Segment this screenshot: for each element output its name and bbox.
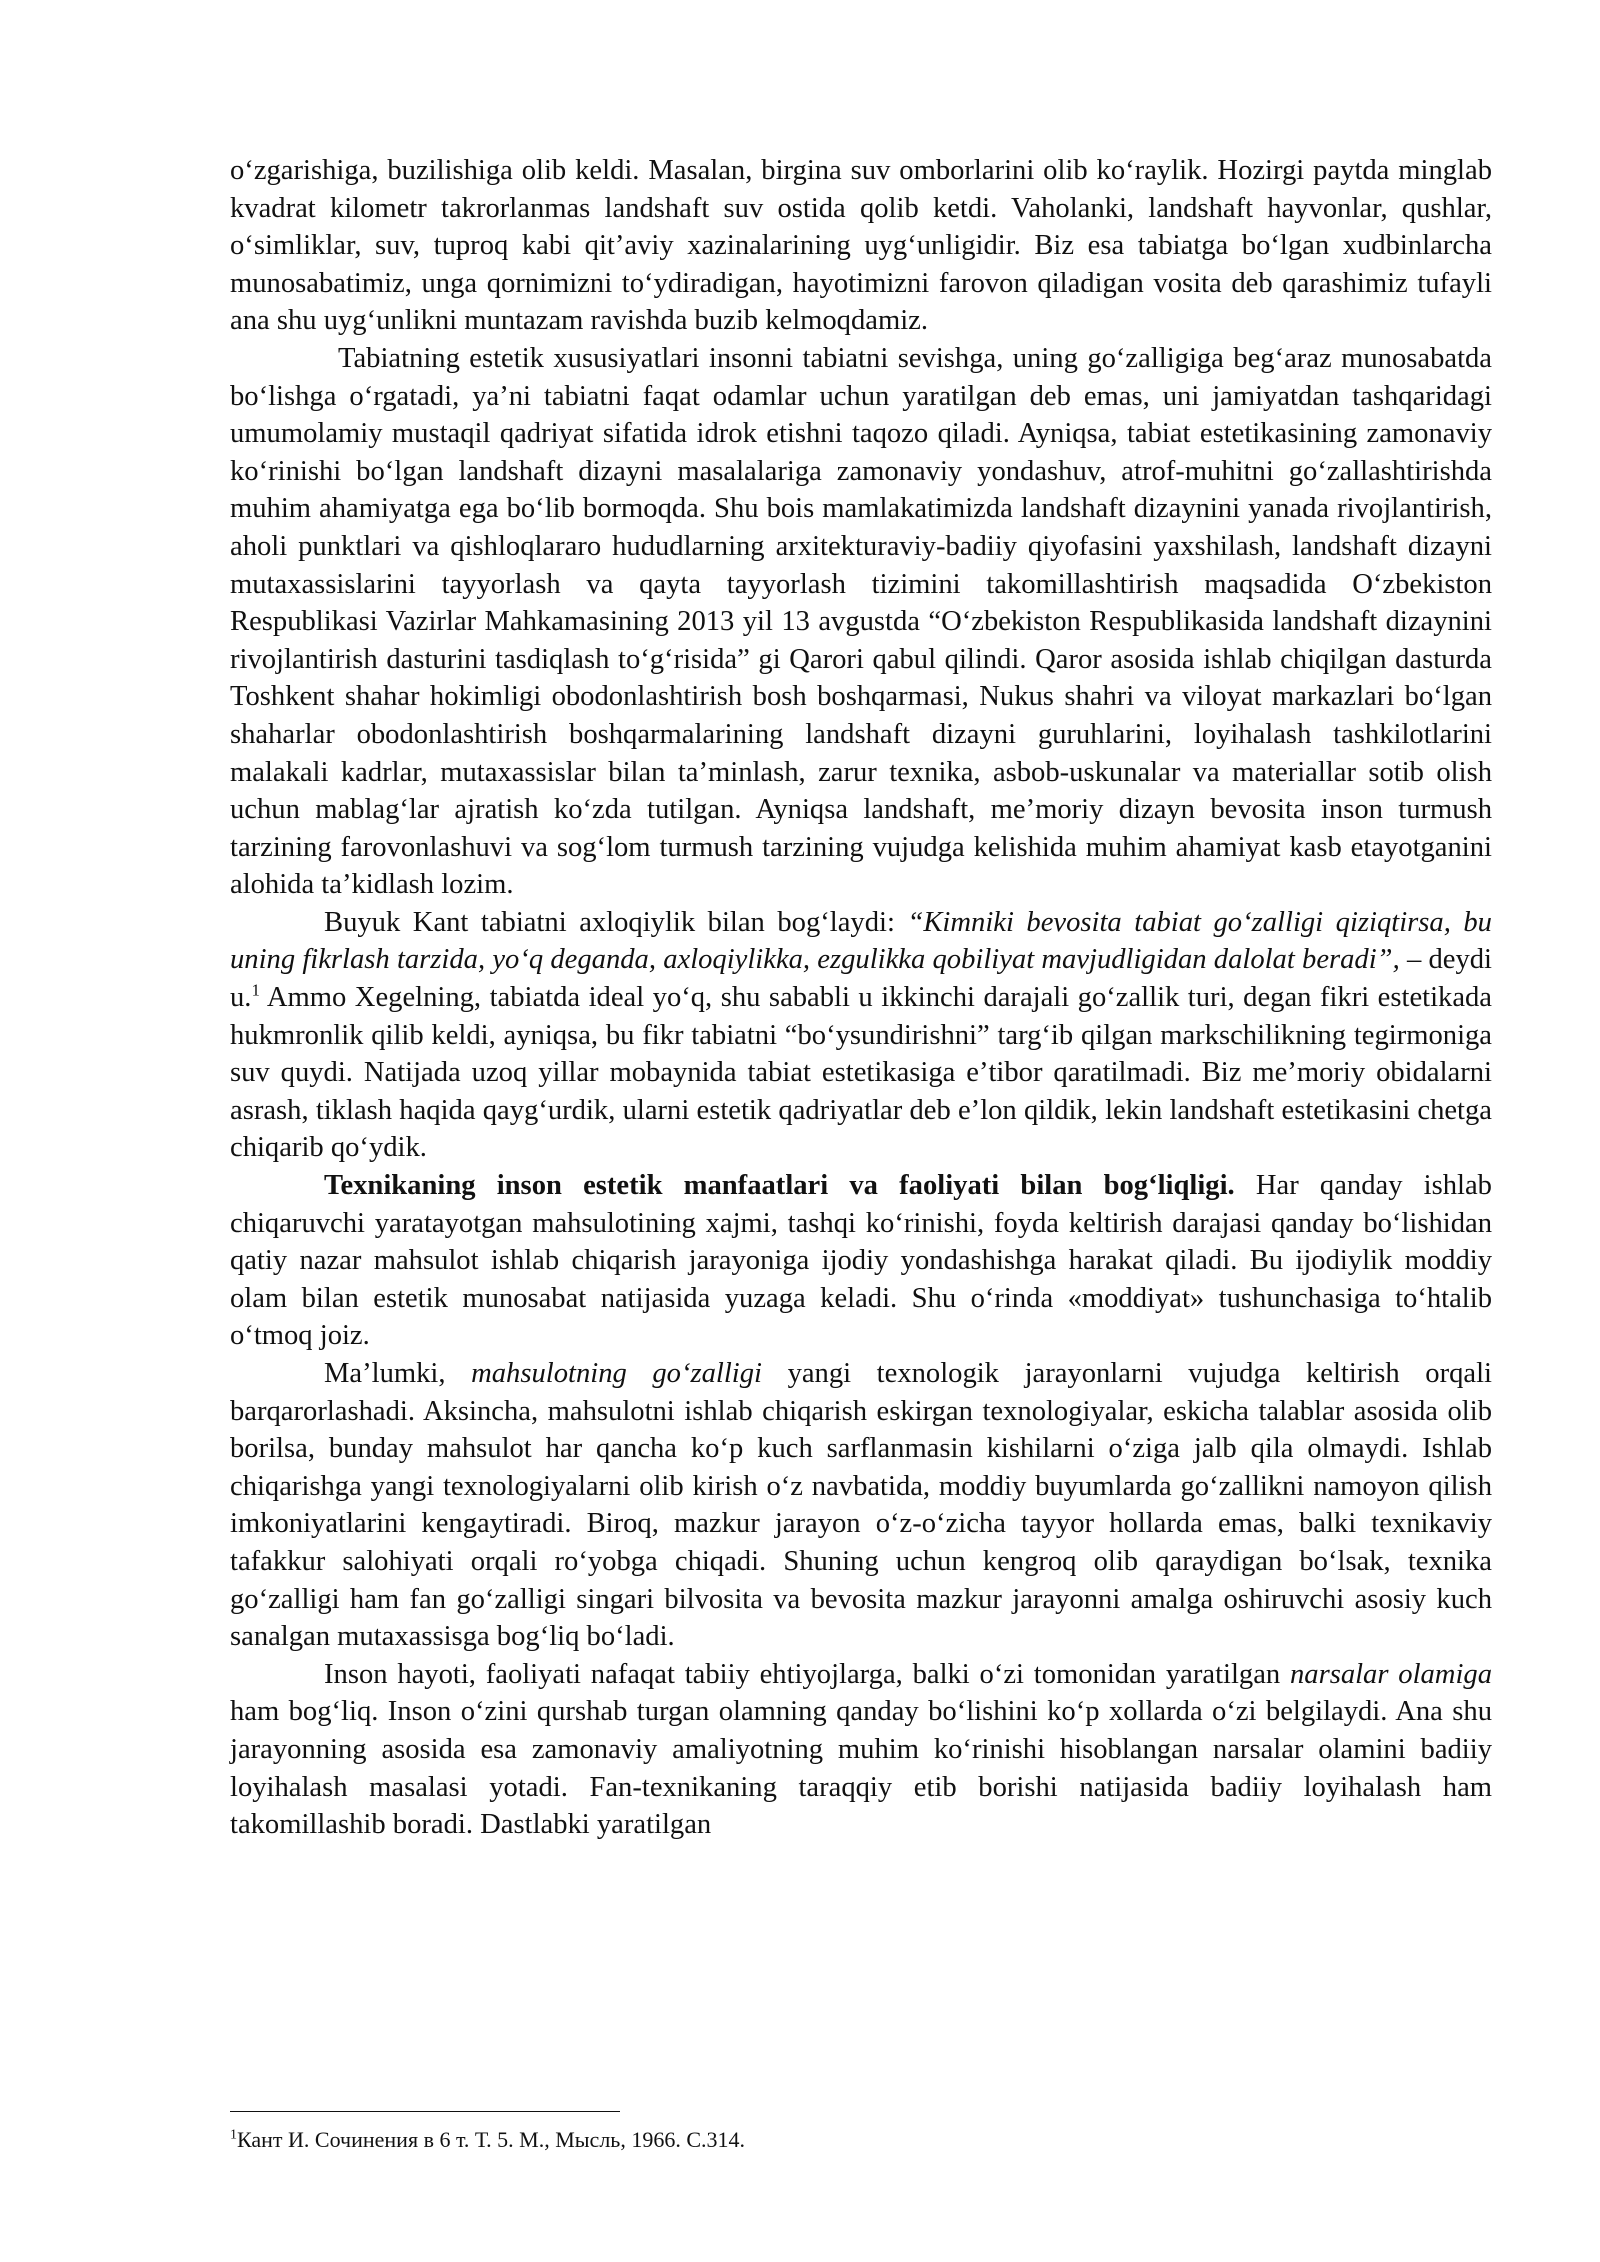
paragraph-continuation <box>230 152 1492 340</box>
document-body <box>230 152 1492 1844</box>
paragraph-text: oʻzgarishiga, buzilishiga olib keldi. Masalan, birgina suv omborlarini olib koʻraylik. Hozirgi paytda minglab kvadrat kilometr takrorlanmas landshaft suv ostida qolib ketdi. Vaholanki, landshaft hayvonlar, qushlar, oʻsimliklar, suv, tuproq kabi qitʼaviy xazinalarining uygʻunligidir. Biz esa tabiatga boʻlgan xudbinlarcha munosabatimiz, unga qornimizni toʻydiradigan, hayotimizni farovon qiladigan vosita deb qarashimiz tufayli ana shu uygʻunlikni muntazam ravishda buzib kelmoqdamiz. <box>230 155 1492 337</box>
paragraph-technique <box>230 1167 1492 1355</box>
paragraph-lead: Buyuk Kant tabiatni axloqiylik bilan bogʻlaydi: <box>324 906 908 938</box>
section-heading: Texnikaning inson estetik manfaatlari va faoliyati bilan bogʻliqligi. <box>324 1170 1235 1202</box>
paragraph-text: Tabiatning estetik xususiyatlari insonni tabiatni sevishga, uning goʻzalligiga begʻaraz munosabatda boʻlishga oʻrgatadi, yaʼni tabiatni faqat odamlar uchun yaratilgan deb emas, uni jamiyatdan tashqaridagi umumolamiy mustaqil qadriyat sifatida idrok etishni taqozo qiladi. Ayniqsa, tabiat estetikasining zamonaviy koʻrinishi boʻlgan landshaft dizayni masalalariga zamonaviy yondashuv, atrof-muhitni goʻzallashtirishda muhim ahamiyatga ega boʻlib bormoqda. Shu bois mamlakatimizda landshaft dizaynini yanada rivojlantirish, aholi punktlari va qishloqlararo hududlarning arxitekturaviy-badiiy qiyofasini yaxshilash, landshaft dizayni mutaxassislarini tayyorlash va qayta tayyorlash tizimini takomillashtirish maqsadida Oʻzbekiston Respublikasi Vazirlar Mahkamasining 2013 yil 13 avgustda “Oʻzbekiston Respublikasida landshaft dizaynini rivojlantirish dasturini tasdiqlash toʻgʻrisida” gi Qarori qabul qilindi. Qaror asosida ishlab chiqilgan dasturda Toshkent shahar hokimligi obodonlashtirish bosh boshqarmasi, Nukus shahri va viloyat markazlari boʻlgan shaharlar obodonlashtirish boshqarmalarining landshaft dizayni guruhlarini, loyihalash tashkilotlarini malakali kadrlar, mutaxassislar bilan taʼminlash, zarur texnika, asbob-uskunalar va materiallar sotib olish uchun mablagʻlar ajratish koʻzda tutilgan. Ayniqsa landshaft, meʼmoriy dizayn bevosita inson turmush tarzining farovonlashuvi va sogʻlom turmush tarzining vujudga kelishida muhim ahamiyat kasb etayotganini alohida taʼkidlash lozim. <box>230 342 1492 901</box>
quote-attribution: – deydi u. <box>230 944 1492 1014</box>
paragraph-text: ham bogʻliq. Inson oʻzini qurshab turgan olamning qanday boʻlishini koʻp xollarda oʻzi belgilaydi. Ana shu jarayonning asosida esa zamonaviy amaliyotning muhim koʻrinishi hisoblangan narsalar olamini badiiy loyihalash masalasi yotadi. Fan-texnikaning taraqqiy etib borishi natijasida badiiy loyihalash ham takomillashib boradi. Dastlabki yaratilgan <box>230 1696 1492 1841</box>
paragraph-kant <box>230 904 1492 1167</box>
footnote-divider <box>230 2111 620 2112</box>
paragraph-lead: Inson hayoti, faoliyati nafaqat tabiiy ehtiyojlarga, balki oʻzi tomonidan yaratilgan <box>324 1658 1290 1690</box>
paragraph-landscape-design <box>230 340 1492 904</box>
paragraph-product-beauty <box>230 1355 1492 1656</box>
paragraph-world-of-things <box>230 1656 1492 1844</box>
italic-term: narsalar olamiga <box>1289 1658 1492 1690</box>
footnote-mark: 1 <box>230 2127 237 2143</box>
italic-term: mahsulotning goʻzalligi <box>471 1358 762 1389</box>
paragraph-text: Har qanday ishlab chiqaruvchi yaratayotgan mahsulotining xajmi, tashqi koʻrinishi, foyda keltirish darajasi qanday boʻlishidan qatiy nazar mahsulot ishlab chiqarish jarayoniga ijodiy yondashishga harakat qiladi. Bu ijodiylik moddiy olam bilan estetik munosabat natijasida yuzaga keladi. Shu oʻrinda «moddiyat» tushunchasiga toʻhtalib oʻtmoq joiz. <box>230 1170 1492 1352</box>
kant-quote: “Kimniki bevosita tabiat goʻzalligi qiziqtirsa, bu uning fikrlash tarzida, yoʻq deganda, axloqiylikka, ezgulikka qobiliyat mavjudligidan dalolat beradi”, <box>230 906 1492 976</box>
paragraph-text: Ammo Xegelning, tabiatda ideal yoʻq, shu sababli u ikkinchi darajali goʻzallik turi, degan fikri estetikada hukmronlik qilib keldi, ayniqsa, bu fikr tabiatni “boʻysundirishni” targʻib qilgan markschilikning tegirmoniga suv quydi. Natijada uzoq yillar mobaynida tabiat estetikasiga eʼtibor qaratilmadi. Biz meʼmoriy obidalarni asrash, tiklash haqida qaygʻurdik, ularni estetik qadriyatlar deb eʼlon qildik, lekin landshaft estetikasini chetga chiqarib qoʻydik. <box>230 982 1492 1164</box>
footnote <box>230 2126 1492 2154</box>
paragraph-text: yangi texnologik jarayonlarni vujudga keltirish orqali barqarorlashadi. Aksincha, mahsulotni ishlab chiqarish eskirgan texnologiyalar, eskicha talablar asosida olib borilsa, bunday mahsulot har qancha koʻp kuch sarflanmasin kishilarni oʻziga jalb qila olmaydi. Ishlab chiqarishga yangi texnologiyalarni olib kirish oʻz navbatida, moddiy buyumlarda goʻzallikni namoyon qilish imkoniyatlarini kengaytiradi. Biroq, mazkur jarayon oʻz-oʻzicha tayyor hollarda emas, balki texnikaviy tafakkur salohiyati orqali roʻyobga chiqadi. Shuning uchun kengroq olib qaraydigan boʻlsak, texnika goʻzalligi ham fan goʻzalligi singari bilvosita va bevosita mazkur jarayonni amalga oshiruvchi asosiy kuch sanalgan mutaxassisga bogʻliq boʻladi. <box>230 1358 1492 1653</box>
footnote-reference[interactable]: 1 <box>251 980 260 1000</box>
footnote-text: Кант И. Сочинения в 6 т. Т. 5. М., Мысль, 1966. С.314. <box>237 2127 746 2152</box>
paragraph-lead: Maʼlumki, <box>324 1358 472 1389</box>
